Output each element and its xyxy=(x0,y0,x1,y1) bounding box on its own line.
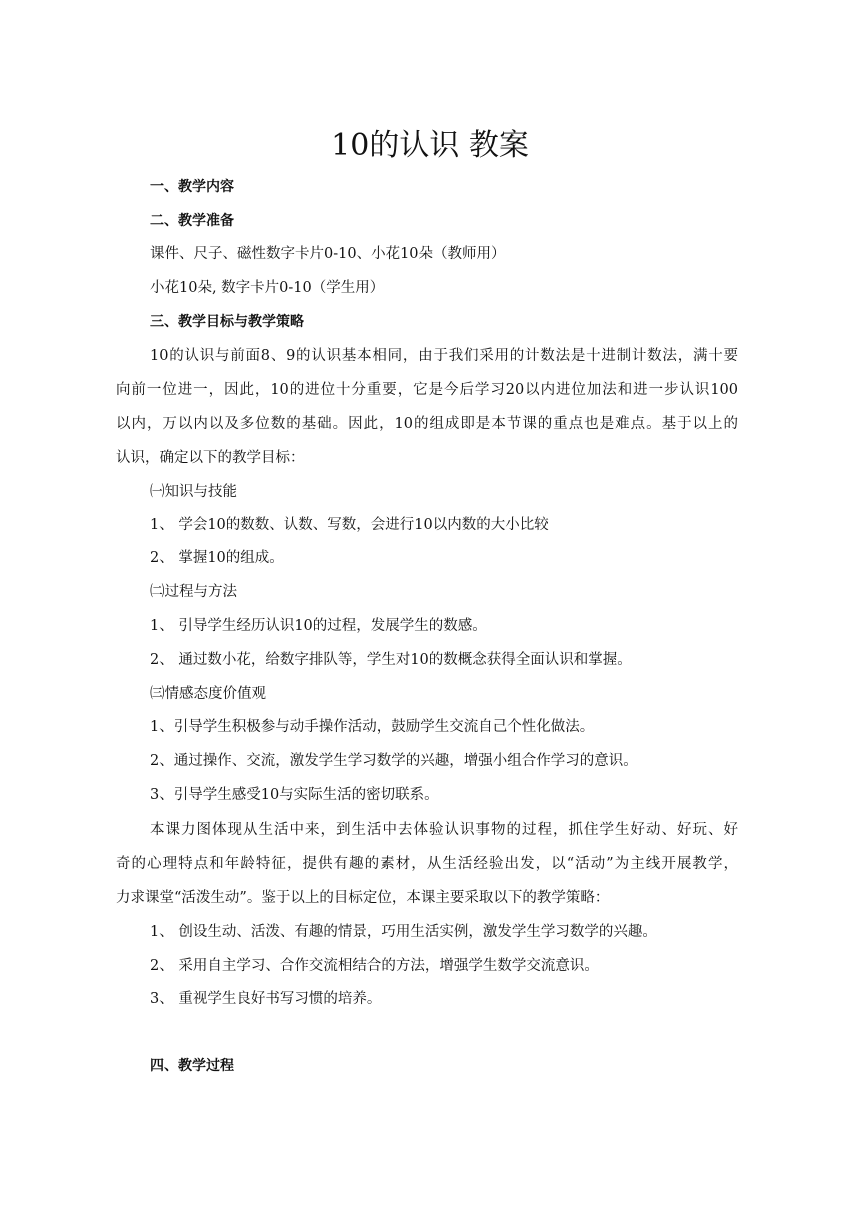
goal-process-item-2: 2、 通过数小花，给数字排队等，学生对10的数概念获得全面认识和掌握。 xyxy=(150,652,632,668)
para2-line1: 本课力图体现从生活中来，到生活中去体验认识事物的过程，抓住学生好动、好玩、好 xyxy=(150,822,738,838)
para2-line3: 力求课堂“活泼生动”。鉴于以上的目标定位，本课主要采取以下的教学策略： xyxy=(116,890,610,906)
strategy-item-3: 3、 重视学生良好书写习惯的培养。 xyxy=(150,991,382,1007)
para1-line4: 认识，确定以下的教学目标： xyxy=(116,450,305,466)
heading-content: 一、教学内容 xyxy=(150,179,234,195)
goal-knowledge-item-1: 1、 学会10的数数、认数、写数，会进行10以内数的大小比较 xyxy=(150,517,549,533)
goal-knowledge-item-2: 2、 掌握10的组成。 xyxy=(150,550,284,566)
para1-line1: 10的认识与前面8、9的认识基本相同，由于我们采用的计数法是十进制计数法，满十要 xyxy=(150,348,738,364)
heading-preparation: 二、教学准备 xyxy=(150,213,234,229)
heading-goals: 三、教学目标与教学策略 xyxy=(150,314,304,330)
para2-line2: 奇的心理特点和年龄特征，提供有趣的素材，从生活经验出发，以“活动”为主线开展教学， xyxy=(116,856,738,872)
document-title: 10的认识 教案 xyxy=(331,128,529,163)
goal-attitude-item-2: 2、通过操作、交流，激发学生学习数学的兴趣，增强小组合作学习的意识。 xyxy=(150,753,638,769)
goal-attitude-item-1: 1、引导学生积极参与动手操作活动，鼓励学生交流自己个性化做法。 xyxy=(150,719,595,735)
goal-knowledge-heading: ㈠知识与技能 xyxy=(150,484,237,500)
strategy-item-2: 2、 采用自主学习、合作交流相结合的方法，增强学生数学交流意识。 xyxy=(150,958,599,974)
goal-attitude-heading: ㈢情感态度价值观 xyxy=(150,686,266,702)
prep-teacher: 课件、尺子、磁性数字卡片0-10、小花10朵（教师用） xyxy=(150,246,506,262)
strategy-item-1: 1、 创设生动、活泼、有趣的情景，巧用生活实例，激发学生学习数学的兴趣。 xyxy=(150,924,657,940)
prep-student: 小花10朵, 数字卡片0-10（学生用） xyxy=(150,280,385,296)
goal-process-item-1: 1、 引导学生经历认识10的过程，发展学生的数感。 xyxy=(150,618,487,634)
para1-line3: 以内，万以内以及多位数的基础。因此，10的组成即是本节课的重点也是难点。基于以上的 xyxy=(116,416,738,432)
goal-attitude-item-3: 3、引导学生感受10与实际生活的密切联系。 xyxy=(150,787,439,803)
para1-line2: 向前一位进一，因此，10的进位十分重要，它是今后学习20以内进位加法和进一步认识100 xyxy=(116,382,738,398)
heading-process: 四、教学过程 xyxy=(150,1058,234,1074)
goal-process-heading: ㈡过程与方法 xyxy=(150,584,237,600)
